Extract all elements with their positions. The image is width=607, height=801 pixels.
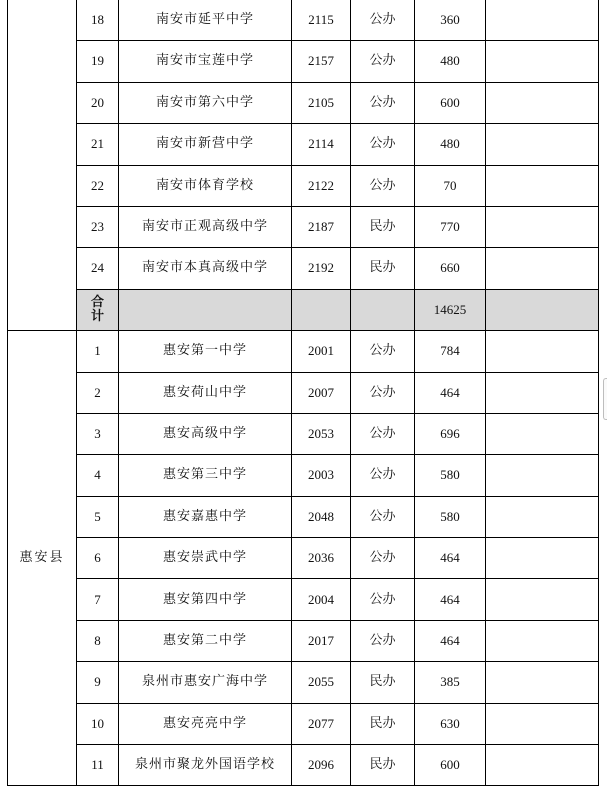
school-name-cell: 南安市新营中学: [119, 124, 292, 165]
school-name-cell: 泉州市聚龙外国语学校: [119, 745, 292, 786]
quota-cell: 784: [415, 331, 486, 372]
school-code-cell: 2105: [292, 82, 351, 123]
school-type-cell: 公办: [351, 0, 415, 41]
total-label-line1: 合: [90, 294, 104, 310]
quota-cell: 480: [415, 41, 486, 82]
total-empty-cell: [351, 289, 415, 330]
school-type-cell: 民办: [351, 662, 415, 703]
school-name-cell: 惠安亮亮中学: [119, 703, 292, 744]
school-name-cell: 南安市正观高级中学: [119, 206, 292, 247]
total-empty-cell: [119, 289, 292, 330]
table-row: [8, 745, 599, 786]
note-cell: [486, 124, 599, 165]
school-name-cell: 南安市宝莲中学: [119, 41, 292, 82]
note-cell: [486, 703, 599, 744]
quota-cell: 464: [415, 538, 486, 579]
school-code-cell: 2055: [292, 662, 351, 703]
school-type-cell: 民办: [351, 206, 415, 247]
school-name-cell: 惠安第三中学: [119, 455, 292, 496]
school-name-cell: 南安市本真高级中学: [119, 248, 292, 289]
school-code-cell: 2001: [292, 331, 351, 372]
seq-cell: 18: [77, 0, 119, 41]
total-label-cell: [77, 289, 119, 330]
seq-cell: 11: [77, 745, 119, 786]
table-row: [8, 496, 599, 537]
school-type-cell: 公办: [351, 455, 415, 496]
quota-cell: 630: [415, 703, 486, 744]
note-cell: [486, 248, 599, 289]
school-type-cell: 公办: [351, 413, 415, 454]
region-cell: 惠安县: [8, 331, 77, 786]
table-row: [8, 248, 599, 289]
note-cell: [486, 579, 599, 620]
school-code-cell: 2157: [292, 41, 351, 82]
table-row: [8, 82, 599, 123]
quota-cell: 464: [415, 579, 486, 620]
seq-cell: 9: [77, 662, 119, 703]
school-type-cell: 公办: [351, 41, 415, 82]
school-type-cell: 民办: [351, 745, 415, 786]
school-type-cell: 公办: [351, 82, 415, 123]
school-name-cell: 惠安第四中学: [119, 579, 292, 620]
table-row: [8, 662, 599, 703]
seq-cell: 19: [77, 41, 119, 82]
school-code-cell: 2036: [292, 538, 351, 579]
school-type-cell: 公办: [351, 372, 415, 413]
total-empty-cell: [292, 289, 351, 330]
quota-cell: 580: [415, 455, 486, 496]
seq-cell: 8: [77, 620, 119, 661]
school-type-cell: 公办: [351, 331, 415, 372]
quota-cell: 600: [415, 745, 486, 786]
table-row: [8, 413, 599, 454]
note-cell: [486, 165, 599, 206]
total-label-line2: 计: [90, 308, 104, 324]
note-cell: [486, 41, 599, 82]
seq-cell: 21: [77, 124, 119, 165]
table-row: [8, 620, 599, 661]
seq-cell: 3: [77, 413, 119, 454]
table-row: [8, 455, 599, 496]
table-row: [8, 538, 599, 579]
seq-cell: 6: [77, 538, 119, 579]
note-cell: [486, 620, 599, 661]
total-row: [8, 289, 599, 330]
school-code-cell: 2187: [292, 206, 351, 247]
note-cell: [486, 538, 599, 579]
total-quota-cell: 14625: [415, 289, 486, 330]
quota-cell: 580: [415, 496, 486, 537]
quota-cell: 464: [415, 372, 486, 413]
seq-cell: 10: [77, 703, 119, 744]
school-code-cell: 2077: [292, 703, 351, 744]
school-code-cell: 2115: [292, 0, 351, 41]
school-name-cell: 南安市第六中学: [119, 82, 292, 123]
seq-cell: 23: [77, 206, 119, 247]
school-type-cell: 公办: [351, 496, 415, 537]
seq-cell: 2: [77, 372, 119, 413]
table-row: [8, 579, 599, 620]
region-cell: [8, 0, 77, 331]
table-row: [8, 206, 599, 247]
quota-cell: 480: [415, 124, 486, 165]
school-code-cell: 2192: [292, 248, 351, 289]
enrollment-table: [7, 0, 599, 786]
seq-cell: 22: [77, 165, 119, 206]
school-name-cell: 南安市延平中学: [119, 0, 292, 41]
quota-cell: 770: [415, 206, 486, 247]
table-row: [8, 124, 599, 165]
seq-cell: 5: [77, 496, 119, 537]
school-name-cell: 泉州市惠安广海中学: [119, 662, 292, 703]
note-cell: [486, 496, 599, 537]
table-row: [8, 331, 599, 372]
school-type-cell: 公办: [351, 538, 415, 579]
school-name-cell: 惠安崇武中学: [119, 538, 292, 579]
school-type-cell: 公办: [351, 165, 415, 206]
school-type-cell: 民办: [351, 248, 415, 289]
quota-cell: 660: [415, 248, 486, 289]
school-name-cell: 南安市体育学校: [119, 165, 292, 206]
note-cell: [486, 455, 599, 496]
total-note-cell: [486, 289, 599, 330]
school-type-cell: 民办: [351, 703, 415, 744]
quota-cell: 70: [415, 165, 486, 206]
school-name-cell: 惠安第一中学: [119, 331, 292, 372]
note-cell: [486, 206, 599, 247]
note-cell: [486, 662, 599, 703]
quota-cell: 360: [415, 0, 486, 41]
quota-cell: 464: [415, 620, 486, 661]
table-row: [8, 372, 599, 413]
note-cell: [486, 331, 599, 372]
school-code-cell: 2122: [292, 165, 351, 206]
school-type-cell: 公办: [351, 579, 415, 620]
seq-cell: 4: [77, 455, 119, 496]
note-cell: [486, 413, 599, 454]
seq-cell: 7: [77, 579, 119, 620]
table-row: [8, 0, 599, 41]
note-cell: [486, 0, 599, 41]
school-name-cell: 惠安嘉惠中学: [119, 496, 292, 537]
school-code-cell: 2048: [292, 496, 351, 537]
note-cell: [486, 745, 599, 786]
school-name-cell: 惠安荷山中学: [119, 372, 292, 413]
note-cell: [486, 372, 599, 413]
school-code-cell: 2096: [292, 745, 351, 786]
seq-cell: 20: [77, 82, 119, 123]
school-code-cell: 2053: [292, 413, 351, 454]
table-row: [8, 703, 599, 744]
school-code-cell: 2003: [292, 455, 351, 496]
seq-cell: 24: [77, 248, 119, 289]
page-edge-tab: [603, 378, 607, 420]
quota-cell: 696: [415, 413, 486, 454]
enrollment-table-body: [8, 0, 599, 786]
school-code-cell: 2007: [292, 372, 351, 413]
school-code-cell: 2004: [292, 579, 351, 620]
note-cell: [486, 82, 599, 123]
school-type-cell: 公办: [351, 124, 415, 165]
school-type-cell: 公办: [351, 620, 415, 661]
school-code-cell: 2017: [292, 620, 351, 661]
seq-cell: 1: [77, 331, 119, 372]
quota-cell: 385: [415, 662, 486, 703]
table-row: [8, 165, 599, 206]
table-row: [8, 41, 599, 82]
school-name-cell: 惠安第二中学: [119, 620, 292, 661]
school-name-cell: 惠安高级中学: [119, 413, 292, 454]
quota-cell: 600: [415, 82, 486, 123]
school-code-cell: 2114: [292, 124, 351, 165]
